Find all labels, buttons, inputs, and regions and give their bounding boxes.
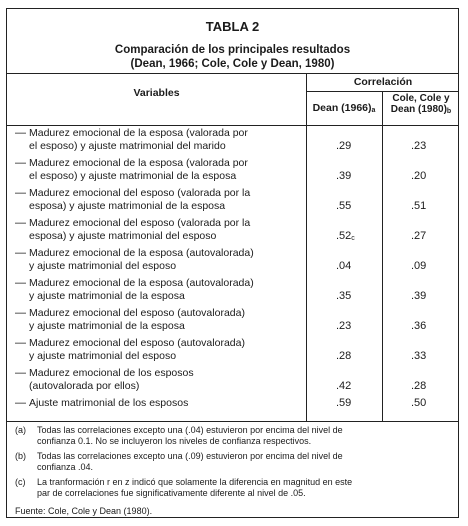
footnote-text <box>37 477 455 498</box>
row-variable-line1: Madurez emocional de los esposos <box>29 367 194 379</box>
row-cole-value: .36 <box>411 320 427 332</box>
footnote-line1: Todas las correlaciones excepto una (.04) estuvieron por encima del nivel de <box>37 425 343 435</box>
row-variable-line1: Madurez emocional del esposo (autovalorada) <box>29 337 245 349</box>
header-variables: Variables <box>133 87 180 99</box>
row-variable-line1: Ajuste matrimonial de los esposos <box>29 397 189 409</box>
row-variable-line2: y ajuste matrimonial del esposo <box>29 259 177 272</box>
row-variable-line2: y ajuste matrimonial del esposo <box>29 349 177 362</box>
row-cole-value: .33 <box>411 350 427 362</box>
row-variable <box>29 157 304 182</box>
row-variable-line2: esposa) y ajuste matrimonial de la esposa <box>29 199 226 212</box>
row-variable-line2: y ajuste matrimonial de la esposa <box>29 319 185 332</box>
footnote-line2: confianza 0.1. No se incluyeron los niveles de confianza respectivos. <box>37 435 312 446</box>
row-dash: — <box>15 127 26 139</box>
row-dean-value: .39 <box>336 170 352 182</box>
header-correlacion: Correlación <box>353 76 413 88</box>
header-bottom-rule <box>7 125 458 126</box>
row-cole-value: .51 <box>411 200 427 212</box>
row-dash: — <box>15 367 26 379</box>
table-source: Fuente: Cole, Cole y Dean (1980). <box>15 506 153 516</box>
row-variable-line2: el esposo) y ajuste matrimonial de la esposa <box>29 169 237 182</box>
header-cole-line1: Cole, Cole y <box>392 93 450 104</box>
row-variable-line2: (autovalorada por ellos) <box>29 379 140 392</box>
row-variable-line2: esposa) y ajuste matrimonial del esposo <box>29 229 217 242</box>
row-variable-line1: Madurez emocional de la esposa (valorada por <box>29 127 248 139</box>
table-frame <box>6 8 459 518</box>
footnote-line2: par de correlaciones fue significativamente diferente al nivel de .05. <box>37 487 306 498</box>
row-variable-line2: el esposo) y ajuste matrimonial del marido <box>29 139 226 152</box>
row-dean-value: .55 <box>336 200 352 212</box>
row-variable <box>29 397 304 410</box>
row-cole-value: .28 <box>411 380 427 392</box>
row-dean-sup: c <box>351 235 355 242</box>
row-dean-value: .42 <box>336 380 352 392</box>
row-dean-number: .52 <box>336 230 352 242</box>
row-dash: — <box>15 217 26 229</box>
row-dean-value: .29 <box>336 140 352 152</box>
row-dash: — <box>15 337 26 349</box>
row-cole-value: .20 <box>411 170 427 182</box>
row-variable <box>29 127 304 152</box>
row-cole-value: .23 <box>411 140 427 152</box>
row-dash: — <box>15 397 26 409</box>
row-variable-line1: Madurez emocional del esposo (valorada por la <box>29 187 251 199</box>
footnote-label: (a) <box>15 425 26 435</box>
row-variable <box>29 307 304 332</box>
body-bottom-rule <box>7 421 458 422</box>
row-dean-value: .35 <box>336 290 352 302</box>
row-variable <box>29 367 304 392</box>
table-title: TABLA 2 <box>205 19 260 34</box>
header-dean-1966 <box>307 102 381 114</box>
row-variable <box>29 247 304 272</box>
footnote-line1: La tranformación r en z indicó que solamente la diferencia en magnitud en este <box>37 477 353 487</box>
column-divider-2 <box>382 91 383 421</box>
table-subtitle-line2: (Dean, 1966; Cole, Cole y Dean, 1980) <box>130 58 335 70</box>
footnote-label: (c) <box>15 477 26 487</box>
row-dean-value: .23 <box>336 320 352 332</box>
row-variable-line1: Madurez emocional de la esposa (autovalorada) <box>29 247 254 259</box>
row-variable <box>29 277 304 302</box>
row-dash: — <box>15 277 26 289</box>
row-variable-line2: y ajuste matrimonial de la esposa <box>29 289 185 302</box>
row-cole-value: .09 <box>411 260 427 272</box>
footnote-text <box>37 425 455 446</box>
row-cole-value: .27 <box>411 230 427 242</box>
footnote-label: (b) <box>15 451 26 461</box>
row-dash: — <box>15 187 26 199</box>
row-variable-line1: Madurez emocional de la esposa (autovalorada) <box>29 277 254 289</box>
row-variable <box>29 187 304 212</box>
row-cole-value: .39 <box>411 290 427 302</box>
row-dean-value: .28 <box>336 350 352 362</box>
header-dean-sup: a <box>371 107 376 114</box>
footnote-text <box>37 451 455 472</box>
header-cole-line2: Dean (1980) <box>390 104 447 115</box>
row-variable-line1: Madurez emocional del esposo (valorada por la <box>29 217 251 229</box>
footnote-line2: confianza .04. <box>37 461 94 472</box>
column-divider-1 <box>306 73 307 421</box>
row-variable <box>29 337 304 362</box>
row-variable-line1: Madurez emocional de la esposa (valorada por <box>29 157 248 169</box>
row-dean-value: .59 <box>336 397 352 409</box>
row-dean-value <box>336 230 355 242</box>
header-top-rule <box>7 73 458 74</box>
header-dean-label: Dean (1966) <box>312 102 372 114</box>
row-dash: — <box>15 307 26 319</box>
header-cole-1980 <box>383 93 459 116</box>
row-variable <box>29 217 304 242</box>
row-dash: — <box>15 157 26 169</box>
row-dean-value: .04 <box>336 260 352 272</box>
footnote-line1: Todas las correlaciones excepto una (.09) estuvieron por encima del nivel de <box>37 451 343 461</box>
header-cole-sup: b <box>446 108 452 115</box>
table-subtitle-line1: Comparación de los principales resultados <box>114 44 351 56</box>
row-cole-value: .50 <box>411 397 427 409</box>
row-dash: — <box>15 247 26 259</box>
row-variable-line1: Madurez emocional del esposo (autovalorada) <box>29 307 245 319</box>
